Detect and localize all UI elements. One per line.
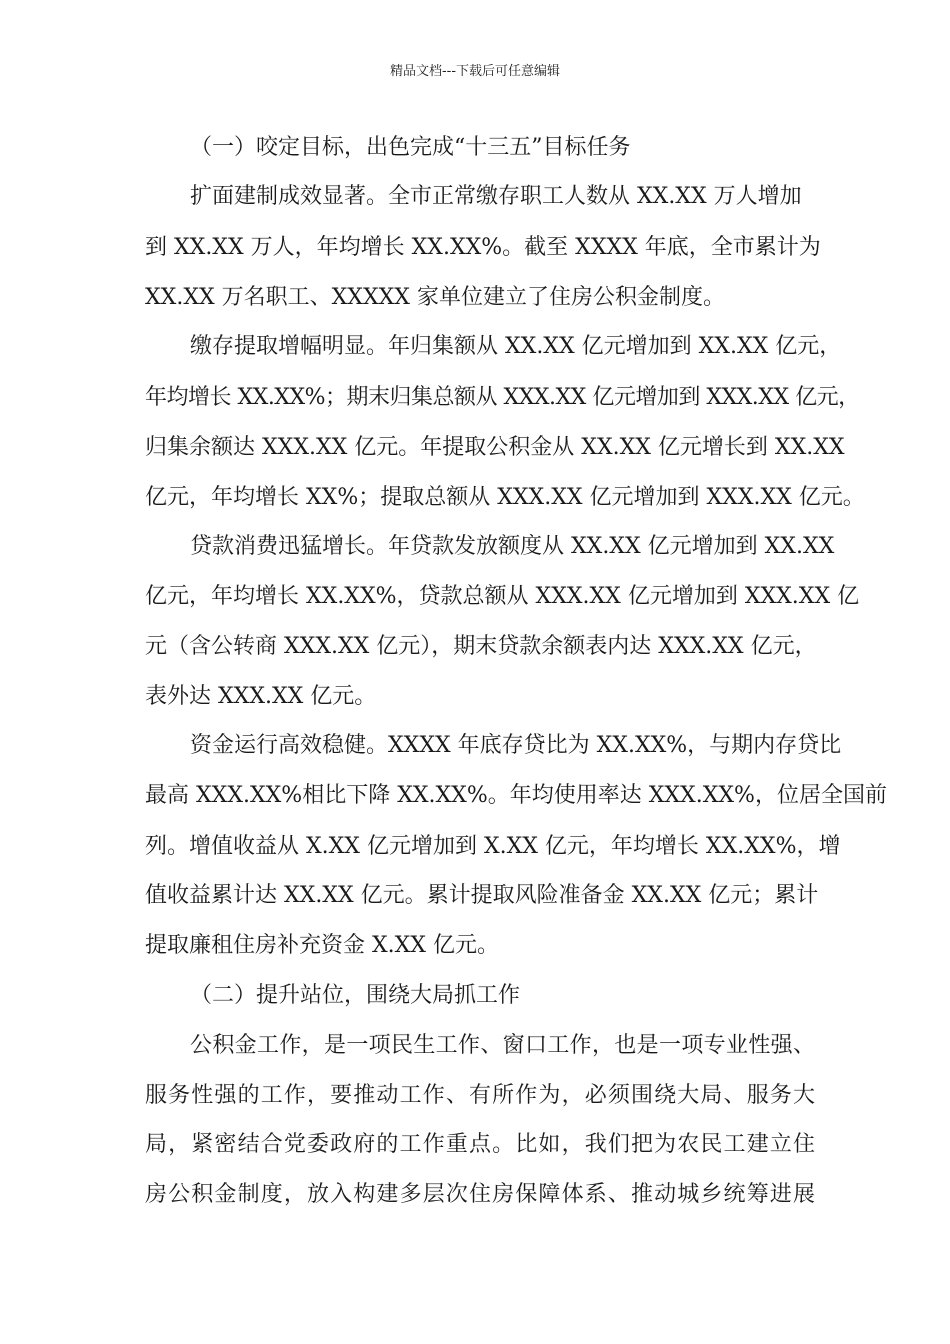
- section-heading-1: （一）咬定目标，出色完成“十三五”目标任务: [190, 135, 631, 160]
- paragraph-line: 服务性强的工作，要推动工作、有所作为，必须围绕大局、服务大: [145, 1083, 815, 1108]
- paragraph-line: 局，紧密结合党委政府的工作重点。比如，我们把为农民工建立住: [145, 1132, 815, 1157]
- paragraph-line: 到 XX.XX 万人，年均增长 XX.XX%。截至 XXXX 年底，全市累计为: [145, 235, 821, 260]
- paragraph-line: 归集余额达 XXX.XX 亿元。年提取公积金从 XX.XX 亿元增长到 XX.XX: [145, 435, 845, 460]
- paragraph-line: 扩面建制成效显著。全市正常缴存职工人数从 XX.XX 万人增加: [190, 184, 802, 209]
- paragraph-line: XX.XX 万名职工、XXXXX 家单位建立了住房公积金制度。: [145, 285, 725, 310]
- paragraph-line: 元（含公转商 XXX.XX 亿元），期末贷款余额表内达 XXX.XX 亿元，: [145, 634, 817, 659]
- paragraph-line: 表外达 XXX.XX 亿元。: [145, 684, 377, 709]
- paragraph-line: 提取廉租住房补充资金 X.XX 亿元。: [145, 933, 499, 958]
- section-heading-2: （二）提升站位，围绕大局抓工作: [190, 983, 521, 1008]
- page-header: 精品文档---下载后可任意编辑: [389, 64, 561, 79]
- paragraph-line: 房公积金制度，放入构建多层次住房保障体系、推动城乡统筹进展: [145, 1182, 815, 1207]
- paragraph-line: 年均增长 XX.XX%；期末归集总额从 XXX.XX 亿元增加到 XXX.XX 亿元，: [145, 385, 860, 410]
- paragraph-line: 公积金工作，是一项民生工作、窗口工作，也是一项专业性强、: [190, 1033, 815, 1058]
- paragraph-line: 列。增值收益从 X.XX 亿元增加到 X.XX 亿元，年均增长 XX.XX%，增: [145, 834, 841, 859]
- paragraph-line: 值收益累计达 XX.XX 亿元。累计提取风险准备金 XX.XX 亿元；累计: [145, 883, 819, 908]
- paragraph-line: 亿元，年均增长 XX%；提取总额从 XXX.XX 亿元增加到 XXX.XX 亿元。: [145, 485, 865, 510]
- paragraph-line: 资金运行高效稳健。XXXX 年底存贷比为 XX.XX%，与期内存贷比: [190, 733, 842, 758]
- paragraph-line: 亿元，年均增长 XX.XX%，贷款总额从 XXX.XX 亿元增加到 XXX.XX 亿: [145, 584, 860, 609]
- paragraph-line: 缴存提取增幅明显。年归集额从 XX.XX 亿元增加到 XX.XX 亿元，: [190, 334, 842, 359]
- paragraph-line: 最高 XXX.XX%相比下降 XX.XX%。年均使用率达 XXX.XX%，位居全国前: [145, 783, 887, 808]
- paragraph-line: 贷款消费迅猛增长。年贷款发放额度从 XX.XX 亿元增加到 XX.XX: [190, 534, 835, 559]
